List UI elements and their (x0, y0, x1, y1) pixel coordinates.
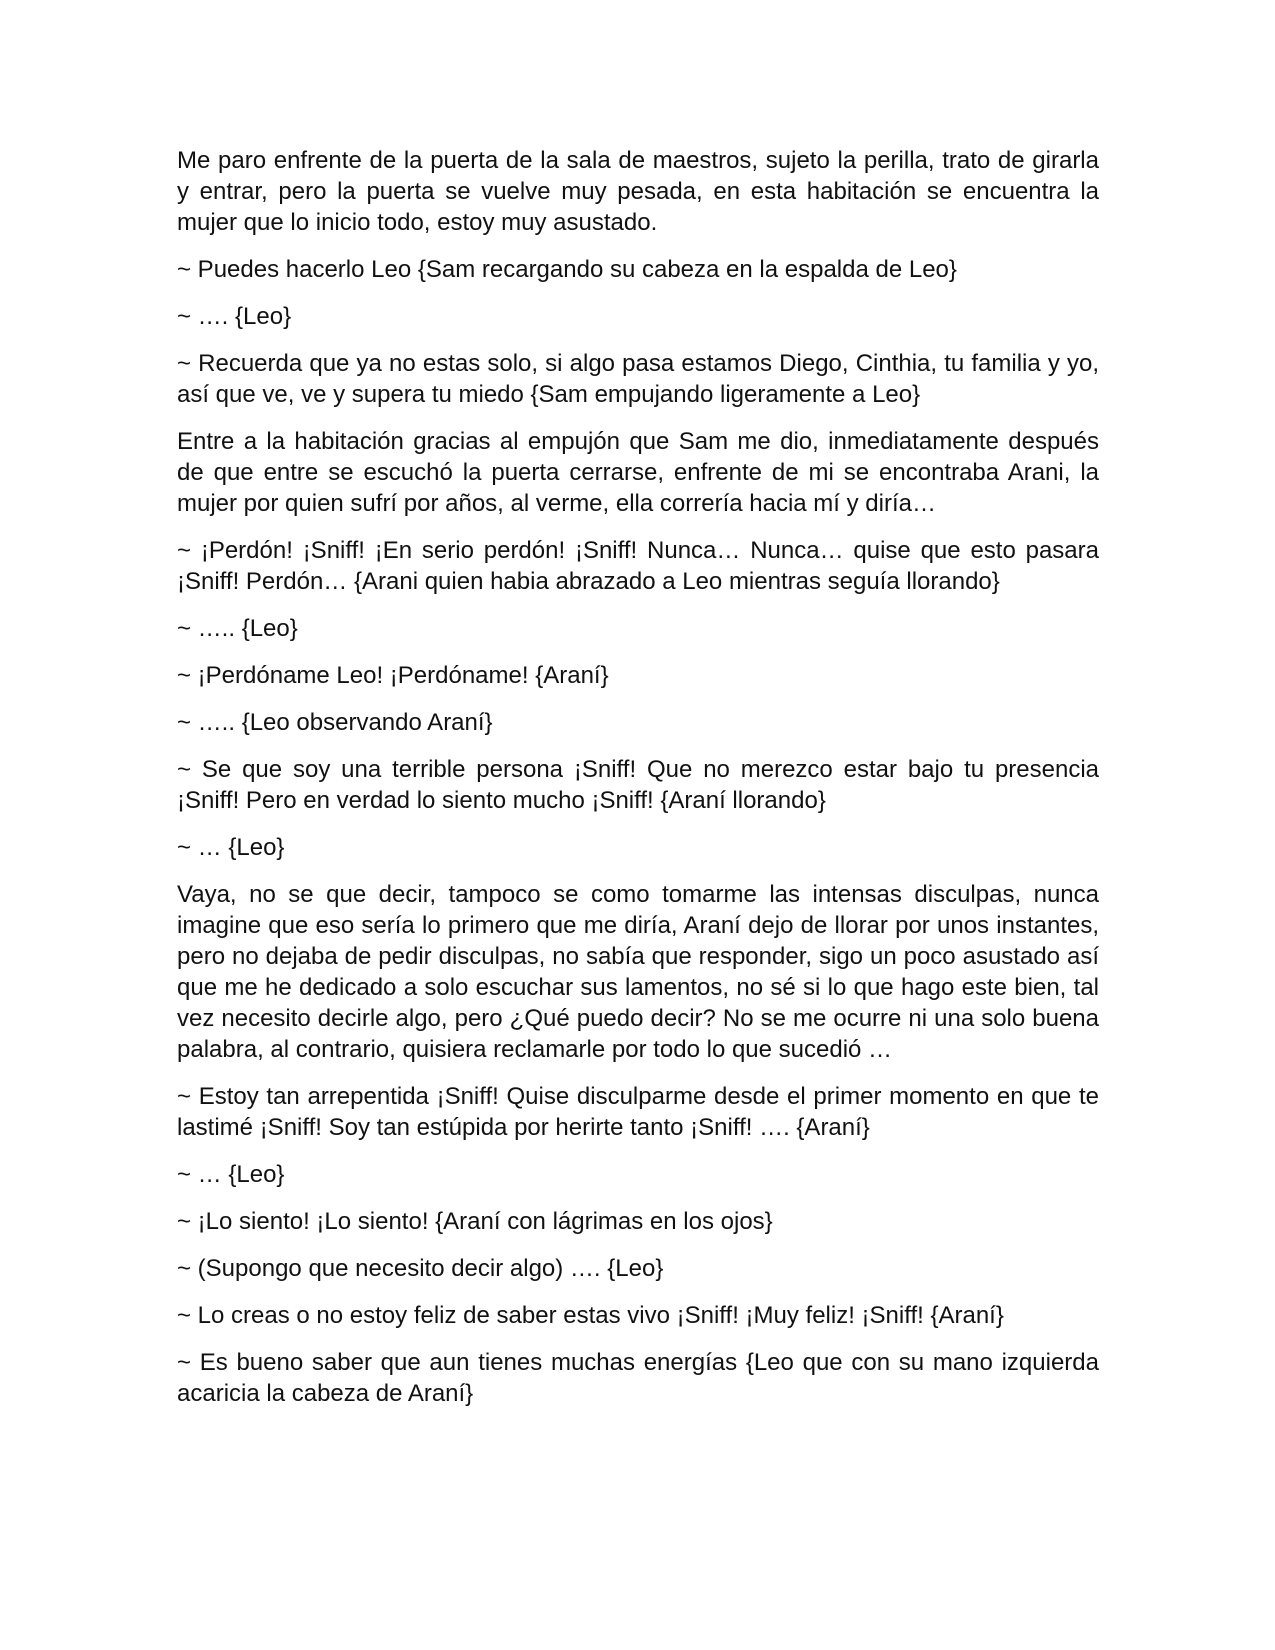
dialogue-line: ~ ¡Perdón! ¡Sniff! ¡En serio perdón! ¡Sniff! Nunca… Nunca… quise que esto pasara ¡Sniff! Perdón… {Arani quien habia abrazado a Leo mientras seguía llorando} (177, 537, 1099, 595)
dialogue-line: ~ ….. {Leo observando Araní} (177, 709, 493, 736)
dialogue-line: ~ … {Leo} (177, 834, 285, 861)
narration-paragraph: Entre a la habitación gracias al empujón que Sam me dio, inmediatamente después de que entre se escuchó la puerta cerrarse, enfrente de mi se encontraba Arani, la mujer por quien sufrí por años, al verme, ella correría hacia mí y diría… (177, 428, 1099, 517)
dialogue-line: ~ Es bueno saber que aun tienes muchas energías {Leo que con su mano izquierda acaricia la cabeza de Araní} (177, 1349, 1099, 1407)
dialogue-line: ~ … {Leo} (177, 1161, 285, 1188)
narration-paragraph: Me paro enfrente de la puerta de la sala de maestros, sujeto la perilla, trato de girarla y entrar, pero la puerta se vuelve muy pesada, en esta habitación se encuentra la mujer que lo inicio todo, estoy muy asustado. (177, 147, 1099, 236)
dialogue-line: ~ ¡Lo siento! ¡Lo siento! {Araní con lágrimas en los ojos} (177, 1208, 773, 1235)
dialogue-line: ~ Puedes hacerlo Leo {Sam recargando su cabeza en la espalda de Leo} (177, 256, 957, 283)
dialogue-line: ~ Lo creas o no estoy feliz de saber estas vivo ¡Sniff! ¡Muy feliz! ¡Sniff! {Araní} (177, 1302, 1004, 1329)
dialogue-line: ~ Se que soy una terrible persona ¡Sniff! Que no merezco estar bajo tu presencia ¡Sniff! Pero en verdad lo siento mucho ¡Sniff! {Araní llorando} (177, 756, 1099, 814)
document-page (177, 145, 1099, 1425)
dialogue-line: ~ ¡Perdóname Leo! ¡Perdóname! {Araní} (177, 662, 609, 689)
narration-paragraph: Vaya, no se que decir, tampoco se como tomarme las intensas disculpas, nunca imagine que eso sería lo primero que me diría, Araní dejo de llorar por unos instantes, pero no dejaba de pedir disculpas, no sabía que responder, sigo un poco asustado así que me he dedicado a solo escuchar sus lamentos, no sé si lo que hago este bien, tal vez necesito decirle algo, pero ¿Qué puedo decir? No se me ocurre ni una solo buena palabra, al contrario, quisiera reclamarle por todo lo que sucedió … (177, 881, 1099, 1063)
dialogue-line: ~ (Supongo que necesito decir algo) …. {Leo} (177, 1255, 664, 1282)
dialogue-line: ~ …. {Leo} (177, 303, 292, 330)
dialogue-line: ~ Estoy tan arrepentida ¡Sniff! Quise disculparme desde el primer momento en que te lastimé ¡Sniff! Soy tan estúpida por herirte tanto ¡Sniff! …. {Araní} (177, 1083, 1099, 1141)
dialogue-line: ~ ….. {Leo} (177, 615, 298, 642)
dialogue-line: ~ Recuerda que ya no estas solo, si algo pasa estamos Diego, Cinthia, tu familia y yo, así que ve, ve y supera tu miedo {Sam empujando ligeramente a Leo} (177, 350, 1099, 408)
